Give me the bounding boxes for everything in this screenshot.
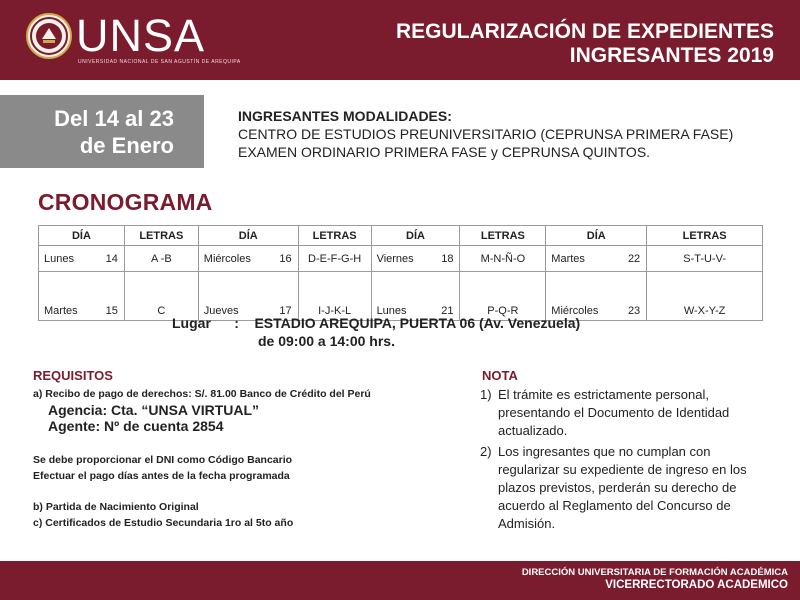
cronograma-title: CRONOGRAMA (38, 189, 213, 215)
dni-notice (33, 452, 292, 484)
modalidades-block (238, 107, 733, 161)
letters-cell: P-Q-R (460, 272, 546, 321)
list-item (480, 443, 772, 533)
schedule-table (38, 225, 763, 321)
logo-wordmark: UNSA (76, 10, 206, 61)
footer-line-1: DIRECCIÓN UNIVERSITARIA DE FORMACIÓN ACADÉMICA (521, 567, 788, 578)
date-banner (0, 95, 204, 168)
day-name: Martes (551, 252, 585, 265)
dni-line-2: Efectuar el pago días antes de la fecha programada (33, 470, 290, 482)
day-number: 14 (105, 252, 118, 265)
title-line-1: REGULARIZACIÓN DE EXPEDIENTES (395, 20, 774, 43)
day-name: Lunes (44, 252, 74, 265)
day-name: Miércoles (551, 305, 599, 317)
date-range (54, 105, 174, 159)
day-number: 16 (279, 252, 292, 265)
title-line-2: INGRESANTES 2019 (569, 44, 774, 67)
letters-cell: M-N-Ñ-O (460, 246, 546, 272)
column-header: DÍA (198, 226, 298, 246)
bank-agent: Agente: Nº de cuenta 2854 (48, 418, 224, 434)
footer-text (522, 567, 788, 591)
venue-line (172, 314, 580, 332)
nota-number: 2) (480, 444, 492, 459)
modalidades-heading: INGRESANTES MODALIDADES: (238, 108, 452, 124)
column-header: LETRAS (460, 226, 546, 246)
column-header: DÍA (371, 226, 460, 246)
logo-subtitle: UNIVERSIDAD NACIONAL DE SAN AGUSTÍN DE AREQUIPA (78, 59, 241, 65)
venue-label: Lugar (172, 315, 211, 331)
letters-cell: I-J-K-L (298, 272, 371, 321)
day-number: 21 (441, 305, 454, 317)
nota-text: Los ingresantes que no cumplan con regularizar su expediente de ingreso en los plazos previstos, perderán su derecho de acuerdo al Reglamento del Concurso de Admisión. (498, 444, 747, 531)
footer-band (0, 561, 800, 600)
dni-line-1: Se debe proporcionar el DNI como Código Bancario (33, 454, 293, 466)
day-number: 22 (627, 252, 641, 265)
requisito-b: b) Partida de Nacimiento Original (33, 501, 199, 513)
day-cell (371, 246, 460, 272)
day-name: Jueves (203, 305, 239, 317)
header-band (0, 0, 800, 80)
requisito-c: c) Certificados de Estudio Secundaria 1ro al 5to año (33, 517, 294, 529)
bank-details (48, 402, 259, 434)
venue-block (172, 314, 580, 350)
university-seal-icon (26, 13, 72, 59)
footer-line-2: VICERRECTORADO ACADEMICO (605, 579, 788, 591)
modalidades-line-2: EXAMEN ORDINARIO PRIMERA FASE y CEPRUNSA QUINTOS. (238, 144, 651, 160)
venue-value: ESTADIO AREQUIPA, PUERTA 06 (Av. Venezuela) (254, 315, 581, 331)
day-name: Miércoles (203, 252, 251, 265)
column-header: DÍA (546, 226, 647, 246)
day-name: Viernes (376, 252, 414, 265)
letters-cell: C (124, 272, 198, 321)
bank-agency: Agencia: Cta. “UNSA VIRTUAL” (48, 402, 260, 418)
requisitos-list (33, 499, 293, 531)
letters-cell: D-E-F-G-H (298, 246, 371, 272)
letters-cell: A -B (124, 246, 198, 272)
nota-list (480, 386, 772, 536)
letters-cell: W-X-Y-Z (647, 272, 763, 321)
day-number: 23 (627, 305, 641, 317)
venue-hours: de 09:00 a 14:00 hrs. (258, 333, 395, 349)
page-title (396, 20, 774, 68)
day-cell (198, 246, 298, 272)
day-cell (39, 246, 125, 272)
day-cell (39, 272, 125, 321)
letters-cell: S-T-U-V- (647, 246, 763, 272)
date-line-2: de Enero (79, 133, 174, 158)
day-name: Lunes (376, 305, 407, 317)
day-number: 15 (105, 305, 118, 317)
venue-separator: : (234, 315, 239, 331)
column-header: LETRAS (647, 226, 763, 246)
nota-title: NOTA (482, 368, 518, 383)
day-number: 17 (279, 305, 292, 317)
modalidades-line-1: CENTRO DE ESTUDIOS PREUNIVERSITARIO (CEPRUNSA PRIMERA FASE) (238, 126, 734, 142)
requisito-a: a) Recibo de pago de derechos: S/. 81.00 Banco de Crédito del Perú (33, 388, 371, 400)
list-item (480, 386, 772, 440)
nota-number: 1) (480, 387, 492, 402)
table-row (39, 246, 763, 272)
column-header: DÍA (39, 226, 125, 246)
day-name: Martes (44, 305, 78, 317)
column-header: LETRAS (124, 226, 198, 246)
requisitos-title: REQUISITOS (33, 368, 113, 383)
column-header: LETRAS (298, 226, 371, 246)
day-cell (546, 246, 647, 272)
nota-text: El trámite es estrictamente personal, presentando el Documento de Identidad actualizado. (498, 387, 730, 438)
table-header-row (39, 226, 763, 246)
date-line-1: Del 14 al 23 (54, 106, 174, 131)
day-number: 18 (441, 252, 454, 265)
